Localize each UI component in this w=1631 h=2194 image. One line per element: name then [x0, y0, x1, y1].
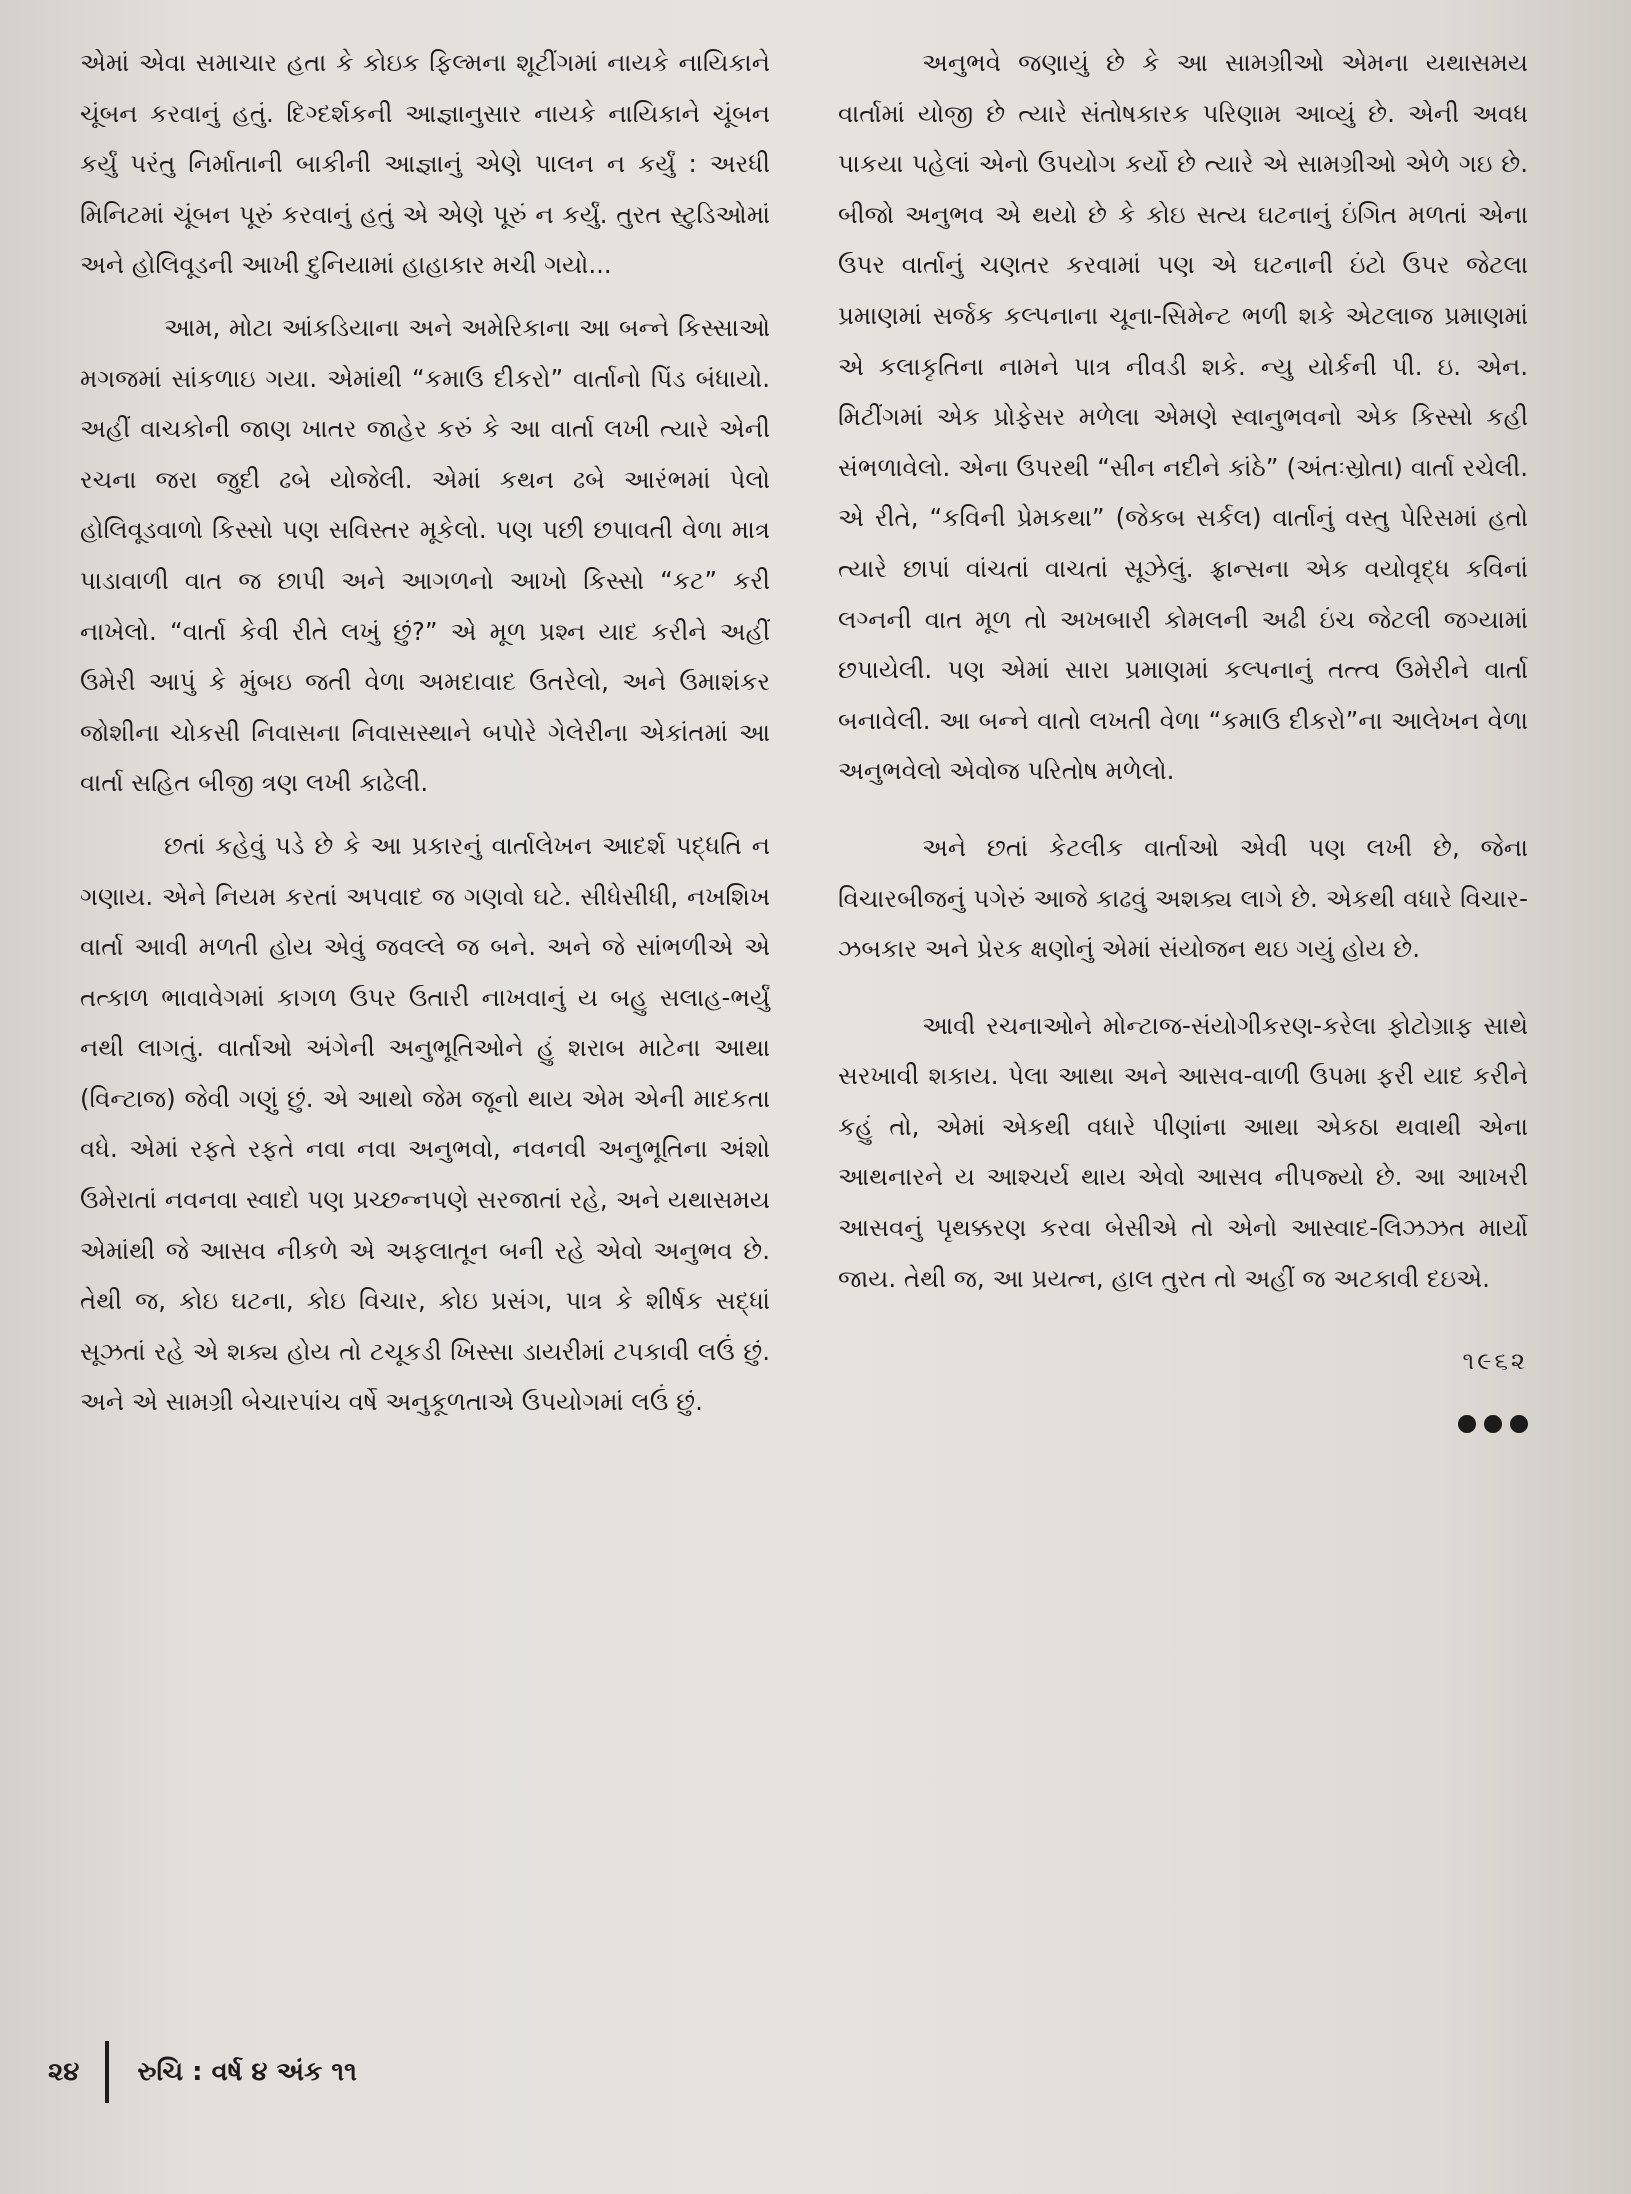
paragraph: અને છતાં કેટલીક વાર્તાઓ એવી પણ લખી છે, જેના વિચારબીજનું પગેરું આજે કાઢવું અશક્ય લાગે છે. એકથી વધારે વિચાર-ઝબકાર અને પ્રેરક ક્ષણોનું એમાં સંયોજન થઇ ગયું હોય છે. [838, 832, 1528, 964]
dot [1484, 1415, 1502, 1433]
paragraph: આમ, મોટા આંકડિયાના અને અમેરિકાના આ બન્ને કિસ્સાઓ મગજમાં સાંકળાઇ ગયા. એમાંથી “કમાઉ દીકરો” વાર્તાનો પિંડ બંધાયો. અહીં વાચકોની જાણ ખાતર જાહેર કરું કે આ વાર્તા લખી ત્યારે એની રચના જરા જુદી ઢબે યોજેલી. એમાં કથન ઢબે આરંભમાં પેલો હોલિવૂડવાળો કિસ્સો પણ સવિસ્તર મૂકેલો. પણ પછી છપાવતી વેળા માત્ર પાડાવાળી વાત જ છાપી અને આગળનો આખો કિસ્સો “કટ” કરી નાખેલો. “વાર્તા કેવી રીતે લખું છું?” એ મૂળ પ્રશ્ન યાદ કરીને અહીં ઉમેરી આપું કે મુંબઇ જતી વેળા અમદાવાદ ઉતરેલો, અને ઉમાશંકર જોશીના ચોકસી નિવાસના નિવાસસ્થાને બપોરે ગેલેરીના એકાંતમાં આ વાર્તા સહિત બીજી ત્રણ લખી કાઢેલી. [80, 312, 770, 798]
right-column [838, 38, 1528, 1433]
paragraph-gap [838, 797, 1528, 823]
dot [1458, 1415, 1476, 1433]
dot [1510, 1415, 1528, 1433]
paragraph: છતાં કહેવું પડે છે કે આ પ્રકારનું વાર્તાલેખન આદર્શ પદ્ધતિ ન ગણાય. એને નિયમ કરતાં અપવાદ જ ગણવો ઘટે. સીધેસીધી, નખશિખ વાર્તા આવી મળતી હોય એવું જવલ્લે જ બને. અને જે સાંભળીએ એ તત્કાળ ભાવાવેગમાં કાગળ ઉપર ઉતારી નાખવાનું ય બહુ સલાહ-ભર્યું નથી લાગતું. વાર્તાઓ અંગેની અનુભૂતિઓને હું શરાબ માટેના આથા (વિન્ટાજ) જેવી ગણું છું. એ આથો જેમ જૂનો થાય એમ એની માદકતા વધે. એમાં રફતે રફતે નવા નવા અનુભવો, નવનવી અનુભૂતિના અંશો ઉમેરાતાં નવનવા સ્વાદો પણ પ્રચ્છન્નપણે સરજાતાં રહે, અને યથાસમય એમાંથી જે આસવ નીકળે એ અફલાતૂન બની રહે એવો અનુભવ છે. તેથી જ, કોઇ ઘટના, કોઇ વિચાર, કોઇ પ્રસંગ, પાત્ર કે શીર્ષક સદ્ધાં સૂઝતાં રહે એ શક્ય હોય તો ટચૂકડી ખિસ્સા ડાયરીમાં ટપકાવી લઉં છું. અને એ સામગ્રી બેચારપાંચ વર્ષે અનુકૂળતાએ ઉપયોગમાં લઉં છું. [80, 830, 770, 1417]
paragraph-gap [838, 975, 1528, 1001]
paragraph: આવી રચનાઓને મોન્ટાજ-સંયોગીકરણ-કરેલા ફોટોગ્રાફ સાથે સરખાવી શકાય. પેલા આથા અને આસવ-વાળી ઉપમા ફરી યાદ કરીને કહું તો, એમાં એકથી વધારે પીણાંના આથા એકઠા થવાથી એના આથનારને ય આશ્ચર્ય થાય એવો આસવ નીપજ્યો છે. આ આખરી આસવનું પૃથક્કરણ કરવા બેસીએ તો એનો આસ્વાદ-લિઝઝત માર્યો જાય. તેથી જ, આ પ્રયત્ન, હાલ તુરત તો અહીં જ અટકાવી દઇએ. [838, 1010, 1528, 1293]
paragraph: અનુભવે જણાયું છે કે આ સામગ્રીઓ એમના યથાસમય વાર્તામાં યોજી છે ત્યારે સંતોષકારક પરિણામ આવ્યું છે. એની અવધ પાકયા પહેલાં એનો ઉપયોગ કર્યો છે ત્યારે એ સામગ્રીઓ એળે ગઇ છે. બીજો અનુભવ એ થયો છે કે કોઇ સત્ય ઘટનાનું ઇંગિત મળતાં એના ઉપર વાર્તાનું ચણતર કરવામાં પણ એ ઘટનાની ઇંટો ઉપર જેટલા પ્રમાણમાં સર્જક કલ્પનાના ચૂના-સિમેન્ટ ભળી શકે એટલાજ પ્રમાણમાં એ કલાકૃતિના નામને પાત્ર નીવડી શકે. ન્યુ યોર્કની પી. ઇ. એન. મિટીંગમાં એક પ્રોફેસર મળેલા એમણે સ્વાનુભવનો એક કિસ્સો કહી સંભળાવેલો. એના ઉપરથી “સીન નદીને કાંઠે” (અંતઃસ્રોતા) વાર્તા રચેલી. એ રીતે, “કવિની પ્રેમકથા” (જેકબ સર્કલ) વાર્તાનું વસ્તુ પેરિસમાં હતો ત્યારે છાપાં વાંચતાં વાચતાં સૂઝેલું. ફ્રાન્સના એક વયોવૃદ્ધ કવિનાં લગ્નની વાત મૂળ તો અખબારી કોમલની અઢી ઇંચ જેટલી જગ્યામાં છપાયેલી. પણ એમાં સારા પ્રમાણમાં કલ્પનાનું તત્ત્વ ઉમેરીને વાર્તા બનાવેલી. આ બન્ને વાતો લખતી વેળા “કમાઉ દીકરો”ના આલેખન વેળા અનુભવેલો એવોજ પરિતોષ મળેલો. [838, 48, 1528, 786]
journal-title: રુચિ : વર્ષ ૪ અંક ૧૧ [137, 2056, 357, 2087]
paragraph: એમાં એવા સમાચાર હતા કે કોઇક ફિલ્મના શૂટીંગમાં નાયકે નાયિકાને ચૂંબન કરવાનું હતું. દિગ્દર્શકની આજ્ઞાનુસાર નાયકે નાયિકાને ચૂંબન કર્યું પરંતુ નિર્માતાની બાકીની આજ્ઞાનું એણે પાલન ન કર્યું : અરધી મિનિટમાં ચૂંબન પૂરું કરવાનું હતું એ એણે પૂરું ન કર્યું. તુરત સ્ટુડિઓમાં અને હોલિવૂડની આખી દુનિયામાં હાહાકાર મચી ગયો... [80, 48, 770, 280]
page-footer [48, 2042, 357, 2102]
page-number: ૨૪ [48, 2056, 80, 2087]
end-of-article-dots [838, 1415, 1528, 1433]
left-column [80, 38, 770, 1428]
footer-rule [105, 2041, 109, 2103]
year-line: ૧૯૬૨ [1462, 1347, 1528, 1376]
